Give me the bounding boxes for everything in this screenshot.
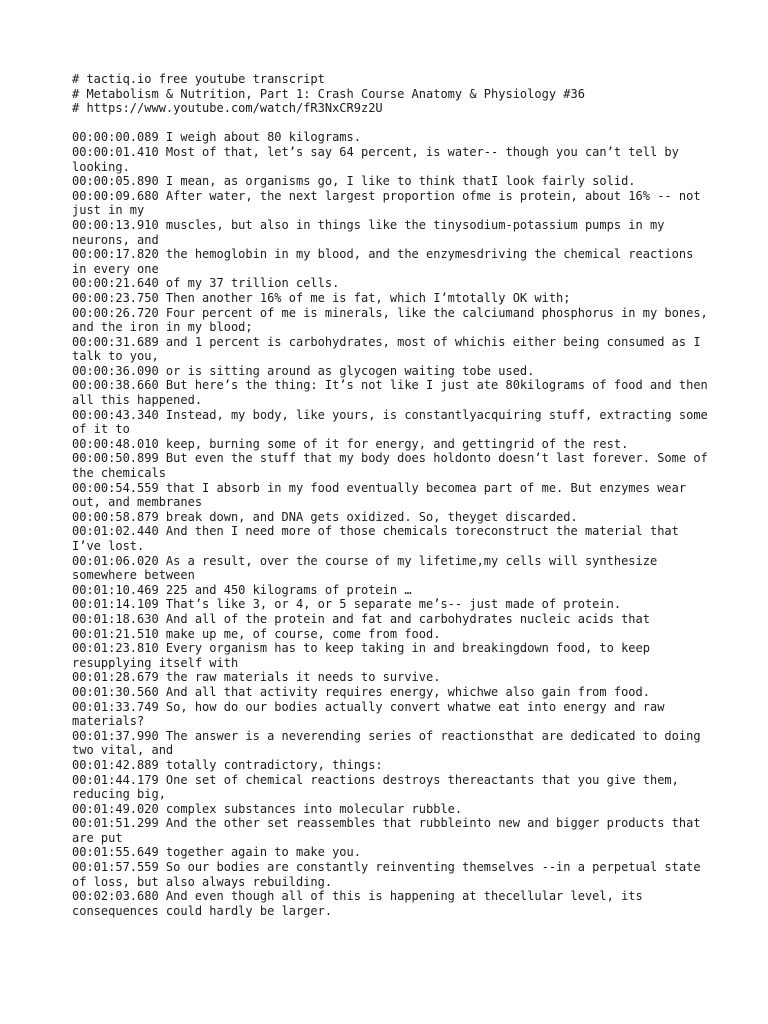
transcript-line: 00:01:37.990 The answer is a neverending series of reactionsthat are dedicated to doing two vital, and: [72, 728, 708, 758]
transcript-line: 00:01:06.020 As a result, over the course of my lifetime,my cells will synthesize somewhere between: [72, 553, 665, 583]
transcript-line: 00:01:42.889 totally contradictory, things:: [72, 757, 383, 772]
transcript-header: [72, 72, 712, 116]
transcript-line: 00:00:01.410 Most of that, let’s say 64 percent, is water-- though you can’t tell by looking.: [72, 144, 687, 174]
transcript-line: 00:01:57.559 So our bodies are constantly reinventing themselves --in a perpetual state of loss, but also always rebuilding.: [72, 860, 708, 889]
transcript-line: 00:00:23.750 Then another 16% of me is fat, which I’mtotally OK with;: [72, 290, 571, 305]
transcript-line: 00:01:02.440 And then I need more of those chemicals toreconstruct the material that I’ve lost.: [72, 524, 687, 553]
transcript-line: 00:00:31.689 and 1 percent is carbohydrates, most of whichis either being consumed as I talk to you,: [72, 334, 708, 364]
transcript-line: 00:00:36.090 or is sitting around as glycogen waiting tobe used.: [72, 363, 535, 378]
transcript-line: 00:00:05.890 I mean, as organisms go, I like to think thatI look fairly solid.: [72, 174, 636, 189]
transcript-line: 00:02:03.680 And even though all of this is happening at thecellular level, its consequences could hardly be larger.: [72, 889, 650, 918]
transcript-line: 00:01:23.810 Every organism has to keep taking in and breakingdown food, to keep resupplying itself with: [72, 641, 658, 670]
transcript-line: 00:00:38.660 But here’s the thing: It’s not like I just ate 80kilograms of food and then all this happened.: [72, 378, 715, 408]
transcript-line: 00:00:09.680 After water, the next largest proportion ofme is protein, about 16% -- not just in my: [72, 188, 708, 218]
transcript-line: 00:00:43.340 Instead, my body, like yours, is constantlyacquiring stuff, extracting some of it to: [72, 407, 715, 437]
transcript-line: 00:00:50.899 But even the stuff that my body does holdonto doesn’t last forever. Some of the chemicals: [72, 451, 715, 481]
transcript-line: 00:01:51.299 And the other set reassembles that rubbleinto new and bigger products that are put: [72, 816, 708, 845]
transcript-line: 00:00:54.559 that I absorb in my food eventually becomea part of me. But enzymes wear out, and membranes: [72, 480, 694, 510]
transcript-line: 00:00:58.879 break down, and DNA gets oxidized. So, theyget discarded.: [72, 509, 578, 524]
header-line-source: # tactiq.io free youtube transcript: [72, 72, 325, 86]
transcript-line: 00:01:28.679 the raw materials it needs to survive.: [72, 670, 441, 685]
transcript-line: 00:00:21.640 of my 37 trillion cells.: [72, 276, 340, 291]
transcript-line: 00:01:33.749 So, how do our bodies actually convert whatwe eat into energy and raw materials?: [72, 699, 672, 729]
transcript-line: 00:00:13.910 muscles, but also in things like the tinysodium-potassium pumps in my neurons, and: [72, 217, 672, 247]
transcript-line: 00:01:49.020 complex substances into molecular rubble.: [72, 801, 463, 816]
header-line-title: # Metabolism & Nutrition, Part 1: Crash Course Anatomy & Physiology #36: [72, 86, 585, 101]
transcript-line: 00:01:14.109 That’s like 3, or 4, or 5 separate me’s-- just made of protein.: [72, 597, 622, 612]
transcript-line: 00:01:44.179 One set of chemical reactions destroys thereactants that you give them, reducing big,: [72, 772, 687, 802]
transcript-line: 00:00:48.010 keep, burning some of it for energy, and gettingrid of the rest.: [72, 436, 629, 451]
document-page: [72, 72, 715, 918]
transcript-line: 00:01:55.649 together again to make you.: [72, 845, 361, 860]
transcript-line: 00:01:21.510 make up me, of course, come from food.: [72, 626, 441, 641]
transcript-line: 00:00:00.089 I weigh about 80 kilograms.: [72, 130, 361, 145]
transcript-line: 00:00:17.820 the hemoglobin in my blood, and the enzymesdriving the chemical reactions in every one: [72, 247, 701, 276]
header-line-url: # https://www.youtube.com/watch/fR3NxCR9z2U: [72, 101, 383, 116]
transcript-body: [72, 130, 715, 918]
transcript-line: 00:01:10.469 225 and 450 kilograms of protein …: [72, 582, 412, 597]
transcript-line: 00:01:18.630 And all of the protein and fat and carbohydrates nucleic acids that: [72, 611, 650, 626]
transcript-line: 00:01:30.560 And all that activity requires energy, whichwe also gain from food.: [72, 684, 650, 699]
transcript-line: 00:00:26.720 Four percent of me is minerals, like the calciumand phosphorus in my bones, and the iron in my blood;: [72, 305, 715, 335]
